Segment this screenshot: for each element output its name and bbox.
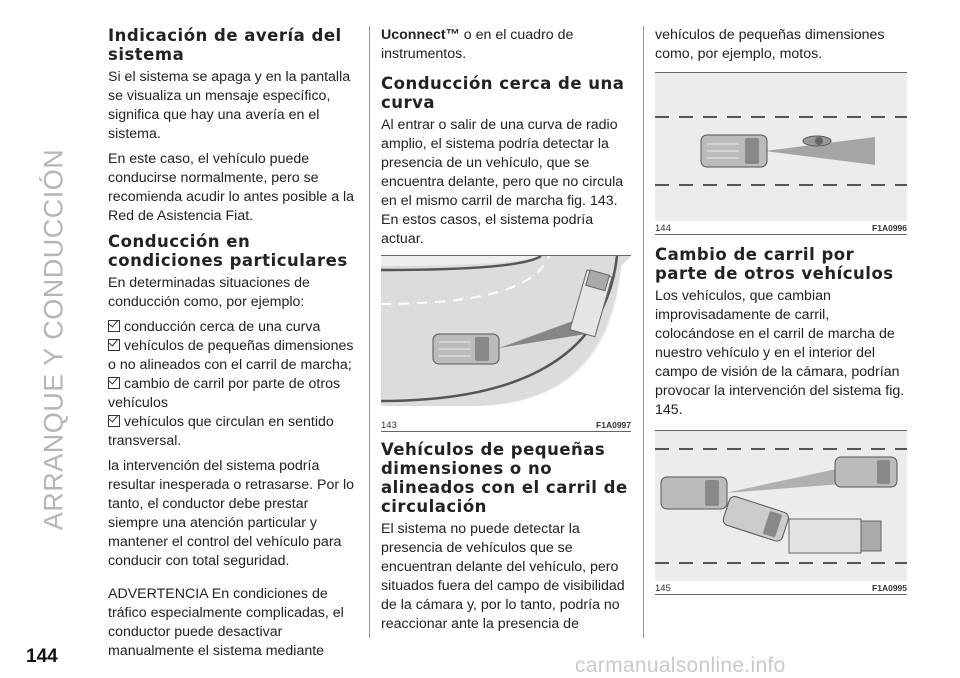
figure-145 <box>655 430 907 595</box>
checkbox-bullet-icon <box>108 377 120 389</box>
list-item: vehículos de pequeñas dimensiones o no alineados con el carril de marcha; <box>108 338 354 373</box>
condition-list <box>108 318 356 451</box>
page-number: 144 <box>26 646 58 667</box>
column-2 <box>381 26 631 640</box>
paragraph: Uconnect™ o en el cuadro de instrumentos. <box>381 27 574 62</box>
figure-caption: 144 F1A0996 <box>655 223 907 234</box>
column-3 <box>655 26 907 595</box>
paragraph: En este caso, el vehículo puede conducirse normalmente, pero se recomienda acudir lo antes posible a la Red de Asistencia Fiat. <box>108 151 355 224</box>
column-divider <box>643 26 644 638</box>
list-item: vehículos que circulan en sentido transversal. <box>108 414 334 449</box>
uconnect-label: Uconnect™ <box>381 27 460 43</box>
paragraph: Al entrar o salir de una curva de radio amplio, el sistema podría detectar la presencia de un vehículo, que se encuentra delante, pero que no circula en el mismo carril de marcha fig. 143. En estos casos, el sistema podría actuar. <box>381 117 624 247</box>
car-ahead <box>835 457 897 487</box>
ego-car <box>433 334 499 364</box>
checkbox-bullet-icon <box>108 339 120 351</box>
figure-caption: 145 F1A0995 <box>655 583 907 594</box>
heading-system-fault: Indicación de avería del sistema <box>108 26 342 64</box>
curve-illustration <box>381 256 631 418</box>
paragraph: El sistema no puede detectar la presencia de vehículos que se encuentran delante del vehículo, pero situados fuera del campo de visibilidad de la cámara y, por lo tanto, podría no reaccionar ante la presencia de <box>381 521 625 632</box>
lane-change-illustration <box>655 431 907 581</box>
section-side-title: ARRANQUE Y CONDUCCIÓN <box>38 148 69 531</box>
figure-144 <box>655 72 907 235</box>
heading-small-vehicles: Vehículos de pequeñas dimensiones o no alineados con el carril de circulación <box>381 440 628 516</box>
paragraph: Los vehículos, que cambian improvisadamente de carril, colocándose en el carril de marcha de nuestro vehículo y en el interior del campo de visión de la cámara, podrían provocar la intervención del sistema fig. 145. <box>655 288 905 418</box>
paragraph: En determinadas situaciones de conducción como, por ejemplo: <box>108 275 310 310</box>
warning-paragraph: ADVERTENCIA En condiciones de tráfico especialmente complicadas, el conductor puede desactivar manualmente el sistema mediante <box>108 586 344 659</box>
paragraph: Si el sistema se apaga y en la pantalla se visualiza un mensaje específico, significa que hay una avería en el sistema. <box>108 69 351 142</box>
list-item: cambio de carril por parte de otros vehículos <box>108 376 341 411</box>
column-divider <box>369 26 370 638</box>
ego-car <box>701 135 767 167</box>
figure-caption: 143 F1A0997 <box>381 420 631 431</box>
checkbox-bullet-icon <box>108 415 120 427</box>
ego-car <box>661 477 727 509</box>
heading-lane-change: Cambio de carril por parte de otros vehículos <box>655 245 894 283</box>
motorbike-illustration <box>655 73 907 221</box>
motorbike <box>803 136 831 146</box>
paragraph: la intervención del sistema podría resultar inesperada o retrasarse. Por lo tanto, el conductor debe prestar siempre una atención particular y mantener el control del vehículo para conducir con total seguridad. <box>108 458 355 569</box>
footer-watermark-url[interactable]: carmanualsonline.info <box>575 654 786 677</box>
list-item: conducción cerca de una curva <box>108 318 356 337</box>
heading-particular-conditions: Conducción en condiciones particulares <box>108 232 348 270</box>
checkbox-bullet-icon <box>108 320 120 332</box>
paragraph: vehículos de pequeñas dimensiones como, por ejemplo, motos. <box>655 27 885 62</box>
figure-143 <box>381 255 631 432</box>
column-1 <box>108 26 356 667</box>
truck <box>789 519 881 553</box>
heading-curve-driving: Conducción cerca de una curva <box>381 74 625 112</box>
